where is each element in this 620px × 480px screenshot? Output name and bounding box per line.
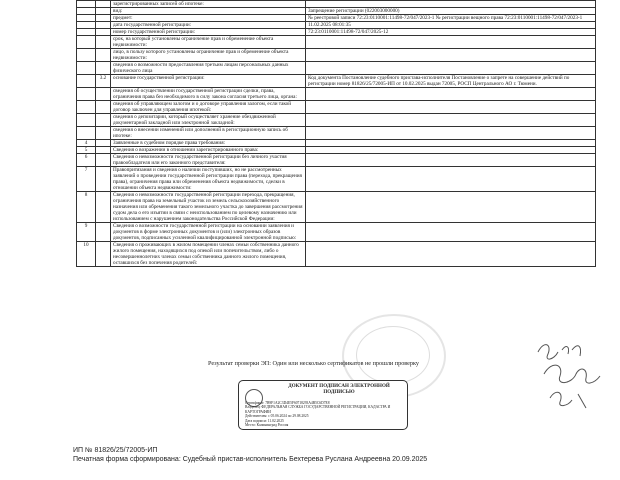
table-row: [77, 101, 596, 114]
row-number: [77, 88, 96, 101]
row-label: Сведения о возражении в отношении зарегистрированного права:: [111, 147, 306, 154]
row-number: 6: [77, 154, 96, 167]
e-signature-valid: Действителен: с 05.06.2024 по 29.08.2025: [245, 414, 309, 419]
footer-case-number: ИП № 81826/25/72005-ИП: [73, 447, 158, 454]
table-row: [77, 22, 596, 29]
table-row: [77, 88, 596, 101]
row-number: [77, 49, 96, 62]
row-label: Сведения о невозможности государственной регистрации перехода, прекращения, ограничения права на земельный участок из земель сельскохозяйственного назначения или обременения такого земельного участка до завершения рассмотрения судом дела о его изъятии в связи с неиспользованием по целевому назначению или использованием с нарушением законодательства Российской Федерации:: [111, 192, 306, 223]
table-row: [77, 147, 596, 154]
e-signature-title: ДОКУМЕНТ ПОДПИСАН ЭЛЕКТРОННОЙ ПОДПИСЬЮ: [288, 384, 390, 395]
row-label: дата государственной регистрации:: [111, 22, 306, 29]
row-subnumber: [96, 167, 111, 192]
row-number: [77, 75, 96, 88]
row-label: вид:: [111, 8, 306, 15]
row-label: Заявленные в судебном порядке права требования:: [111, 140, 306, 147]
row-label: основание государственной регистрации:: [111, 75, 306, 88]
table-row: [77, 75, 596, 88]
handwritten-signature: [530, 330, 610, 420]
row-label: сведения об управляющем залогом и о договоре управления залогом, если такой договор заключен для управления ипотекой:: [111, 101, 306, 114]
row-label: срок, на который установлены ограничение прав и обременение объекта недвижимости:: [111, 36, 306, 49]
row-number: 9: [77, 223, 96, 242]
row-subnumber: [96, 114, 111, 127]
row-value: [306, 101, 596, 114]
table-row: [77, 114, 596, 127]
row-subnumber: [96, 140, 111, 147]
row-label: предмет:: [111, 15, 306, 22]
row-subnumber: [96, 101, 111, 114]
row-number: [77, 15, 96, 22]
row-number: [77, 127, 96, 140]
row-label: сведения об осуществлении государственной регистрации сделки, права, ограничения права без необходимого в силу закона согласия третьего лица, органа:: [111, 88, 306, 101]
table-row: [77, 140, 596, 147]
row-number: [77, 36, 96, 49]
table-row: [77, 36, 596, 49]
row-value: 72:23:0110001:11498-72/047/2025-12: [306, 29, 596, 36]
e-signature-place: Место: Калининград Россия: [245, 423, 289, 428]
row-subnumber: [96, 147, 111, 154]
row-label: зарегистрированных записей об ипотеке:: [111, 1, 306, 8]
row-value: [306, 167, 596, 192]
e-signature-stamp: [238, 380, 408, 430]
row-number: [77, 22, 96, 29]
row-number: 5: [77, 147, 96, 154]
row-number: [77, 1, 96, 8]
table-row: [77, 223, 596, 242]
table-row: [77, 29, 596, 36]
row-label: сведения о внесении изменений или дополнений в регистрационную запись об ипотеке:: [111, 127, 306, 140]
row-subnumber: [96, 223, 111, 242]
table-row: [77, 192, 596, 223]
row-label: Сведения о невозможности государственной регистрации без личного участия правообладателя или его законного представителя:: [111, 154, 306, 167]
row-label: лицо, в пользу которого установлены ограничение прав и обременение объекта недвижимости:: [111, 49, 306, 62]
row-subnumber: [96, 154, 111, 167]
table-row: [77, 167, 596, 192]
e-signature-details: [245, 401, 403, 427]
row-number: 4: [77, 140, 96, 147]
footer-print-info: Печатная форма сформирована: Судебный пристав-исполнитель Бехтерева Руслана Андреевна 20.09.2025: [73, 456, 428, 463]
row-subnumber: [96, 127, 111, 140]
row-subnumber: [96, 15, 111, 22]
row-subnumber: [96, 49, 111, 62]
row-subnumber: 3.2: [96, 75, 111, 88]
row-value: Запрещение регистрации (022003000000): [306, 8, 596, 15]
row-value: [306, 242, 596, 267]
row-number: [77, 114, 96, 127]
row-value: [306, 36, 596, 49]
row-subnumber: [96, 88, 111, 101]
row-number: [77, 29, 96, 36]
row-value: [306, 88, 596, 101]
row-label: Правопритязания и сведения о наличии поступивших, но не рассмотренных заявлений о проведении государственной регистрации права (перехода, прекращения права), ограничения права или обременения объекта недвижимости, сделки в отношении объекта недвижимости:: [111, 167, 306, 192]
row-value: [306, 1, 596, 8]
row-label: сведения о депозитарии, который осуществляет хранение обездвиженной документарной закладной или электронной закладной:: [111, 114, 306, 127]
table-row: [77, 1, 596, 8]
row-number: [77, 62, 96, 75]
table-row: [77, 15, 596, 22]
registry-table: [76, 0, 596, 267]
row-number: [77, 101, 96, 114]
row-label: Сведения о проживающих в жилом помещении членах семьи собственника данного жилого помещения, находящихся под опекой или попечительством, либо о несовершеннолетних членах семьи собственника данного жилого помещения, оставшихся без попечения родителей:: [111, 242, 306, 267]
row-number: 7: [77, 167, 96, 192]
table-row: [77, 49, 596, 62]
e-signature-owner: Владелец: ФЕДЕРАЛЬНАЯ СЛУЖБА ГОСУДАРСТВЕННОЙ РЕГИСТРАЦИИ, КАДАСТРА И КАРТОГРАФИИ: [245, 405, 391, 414]
footer: [73, 446, 427, 464]
row-value: [306, 223, 596, 242]
row-value: [306, 147, 596, 154]
row-label: номер государственной регистрации:: [111, 29, 306, 36]
row-value: 11.02.2025 08:01:35: [306, 22, 596, 29]
table-row: [77, 127, 596, 140]
row-value: [306, 114, 596, 127]
row-number: 8: [77, 192, 96, 223]
row-number: 10: [77, 242, 96, 267]
row-subnumber: [96, 242, 111, 267]
row-label: Сведения о возможности государственной регистрации на основании заявления и документов в форме электронных документов и (или) электронных образов документов, подписанных усиленной квалифицированной электронной подписью:: [111, 223, 306, 242]
row-subnumber: [96, 8, 111, 15]
row-subnumber: [96, 62, 111, 75]
row-subnumber: [96, 1, 111, 8]
row-value: Код документа Постановление судебного пристава-исполнителя Постановление о запрете на совершение действий по регистрации номер 81826/25/72005-ИП от 10.02.2025 выдан 72005, РОСП Центрального АО г. Тюмени.: [306, 75, 596, 88]
row-label: сведения о возможности предоставления третьим лицам персональных данных физического лица: [111, 62, 306, 75]
row-value: [306, 154, 596, 167]
e-signature-cert: Сертификат: 7B9F1A2C3D4E5F60718293A4B5C6D7E8: [245, 401, 330, 405]
table-row: [77, 8, 596, 15]
row-subnumber: [96, 22, 111, 29]
row-value: [306, 49, 596, 62]
signature-check-result: Результат проверки ЭП: Один или несколько сертификатов не прошли проверку: [208, 360, 420, 367]
copy-seal-ring: [356, 326, 430, 384]
row-number: [77, 8, 96, 15]
row-value: [306, 127, 596, 140]
row-value: [306, 192, 596, 223]
table-row: [77, 154, 596, 167]
e-signature-date: Дата подписи: 11.02.2025: [245, 418, 284, 423]
row-value: [306, 62, 596, 75]
row-subnumber: [96, 29, 111, 36]
row-subnumber: [96, 36, 111, 49]
table-row: [77, 242, 596, 267]
row-value: № реестровой записи 72:23:0110001:11498-72/047/2023-1 № регистрации вещного права 72:23:0110001:11498-72/047/2023-1: [306, 15, 596, 22]
table-row: [77, 62, 596, 75]
row-value: [306, 140, 596, 147]
row-subnumber: [96, 192, 111, 223]
